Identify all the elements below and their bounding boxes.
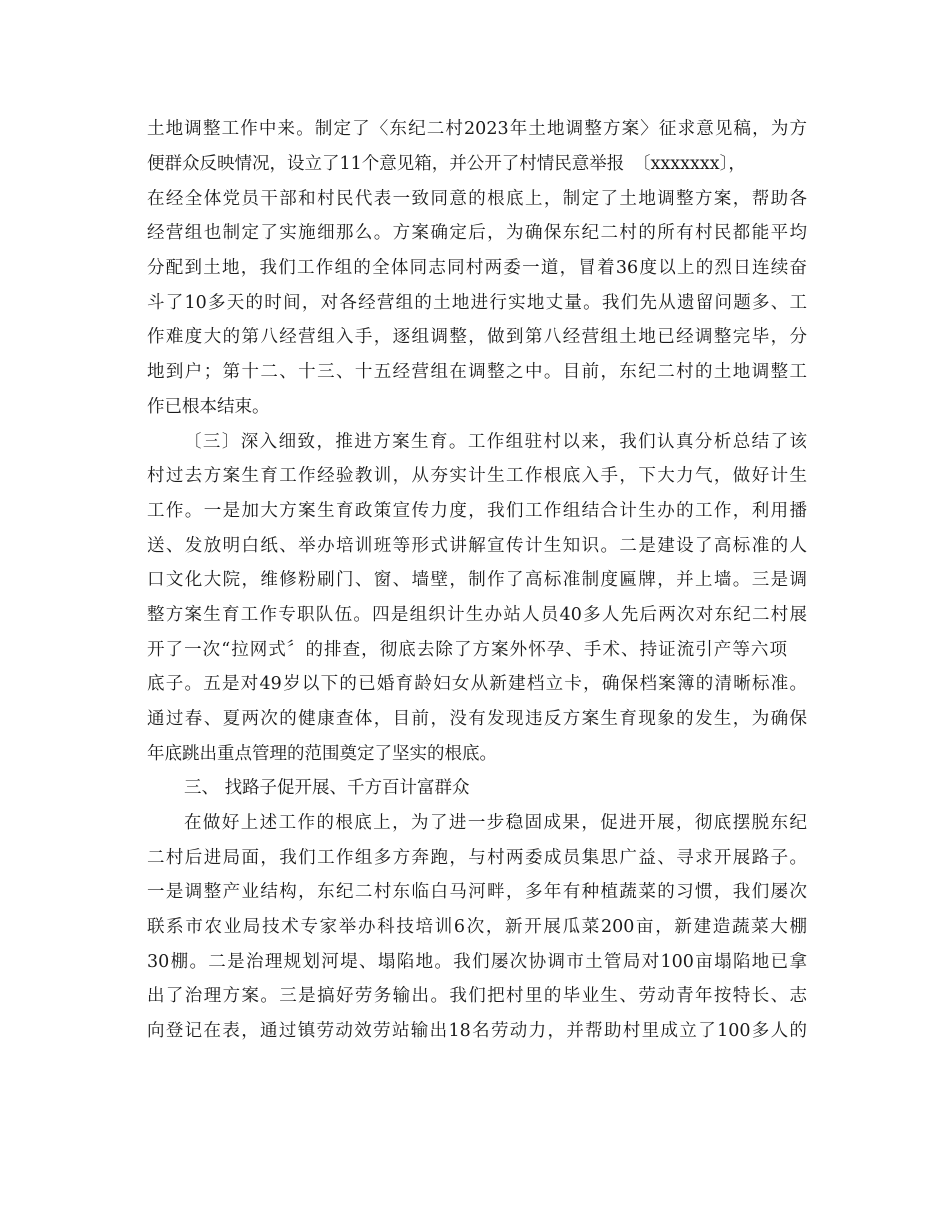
paragraph-line: 年底跳出重点管理的范围奠定了坚实的根底。	[147, 744, 497, 764]
paragraph-line: 土地调整工作中来。制定了〈东纪二村2023年土地调整方案〉征求意见稿，为方	[147, 119, 807, 139]
paragraph-line: 整方案生育工作专职队伍。四是组织计生办站人员40多人先后两次对东纪二村展	[147, 605, 807, 625]
paragraph-line: 向登记在表，通过镇劳动效劳站输出18名劳动力，并帮助村里成立了100多人的	[147, 1021, 807, 1041]
paragraph-line: 30棚。二是治理规划河堤、塌陷地。我们屡次协调市土管局对100亩塌陷地已拿	[147, 952, 807, 972]
paragraph-line: 作已根本结束。	[147, 397, 270, 417]
paragraph-line: 送、发放明白纸、举办培训班等形式讲解宣传计生知识。二是建设了高标准的人	[147, 536, 807, 556]
paragraph-line: 出了治理方案。三是搞好劳务输出。我们把村里的毕业生、劳动青年按特长、志	[147, 986, 807, 1006]
paragraph-line: 联系市农业局技术专家举办科技培训6次，新开展瓜菜200亩，新建造蔬菜大棚	[147, 917, 807, 937]
paragraph-line: 斗了10多天的时间，对各经营组的土地进行实地丈量。我们先从遗留问题多、工	[147, 293, 807, 313]
paragraph-line: 地到户；第十二、十三、十五经营组在调整之中。目前，东纪二村的土地调整工	[147, 362, 807, 382]
paragraph-line: 在经全体党员干部和村民代表一致同意的根底上，制定了土地调整方案，帮助各	[147, 189, 807, 209]
paragraph-line: 〔三〕深入细致，推进方案生育。工作组驻村以来，我们认真分析总结了该	[184, 432, 807, 452]
paragraph-line: 口文化大院，维修粉刷门、窗、墙壁，制作了高标准制度匾牌，并上墙。三是调	[147, 570, 807, 590]
paragraph-line: 便群众反映情况，设立了11个意见箱，并公开了村情民意举报 〔xxxxxxx〕，	[147, 154, 746, 174]
paragraph-line: 二村后进局面，我们工作组多方奔跑，与村两委成员集思广益、寻求开展路子。	[147, 848, 807, 868]
paragraph-line: 通过春、夏两次的健康查体，目前，没有发现违反方案生育现象的发生，为确保	[147, 709, 807, 729]
paragraph-line: 工作。一是加大方案生育政策宣传力度，我们工作组结合计生办的工作，利用播	[147, 501, 807, 521]
paragraph-line: 经营组也制定了实施细那么。方案确定后，为确保东纪二村的所有村民都能平均	[147, 223, 807, 243]
paragraph-line: 作难度大的第八经营组入手，逐组调整，做到第八经营组土地已经调整完毕，分	[147, 327, 807, 347]
paragraph-line: 一是调整产业结构，东纪二村东临白马河畔，多年有种植蔬菜的习惯，我们屡次	[147, 882, 807, 902]
paragraph-line: 村过去方案生育工作经验教训，从夯实计生工作根底入手，下大力气，做好计生	[147, 466, 807, 486]
paragraph-line: 开了一次“拉网式〞的排查，彻底去除了方案外怀孕、手术、持证流引产等六项	[147, 640, 787, 660]
paragraph-line: 底子。五是对49岁以下的已婚育龄妇女从新建档立卡，确保档案簿的清晰标准。	[147, 674, 807, 694]
section-heading: 三、 找路子促开展、千方百计富群众	[184, 778, 470, 798]
paragraph-line: 分配到土地，我们工作组的全体同志同村两委一道，冒着36度以上的烈日连续奋	[147, 258, 807, 278]
paragraph-line: 在做好上述工作的根底上，为了进一步稳固成果，促进开展，彻底摆脱东纪	[184, 813, 807, 833]
